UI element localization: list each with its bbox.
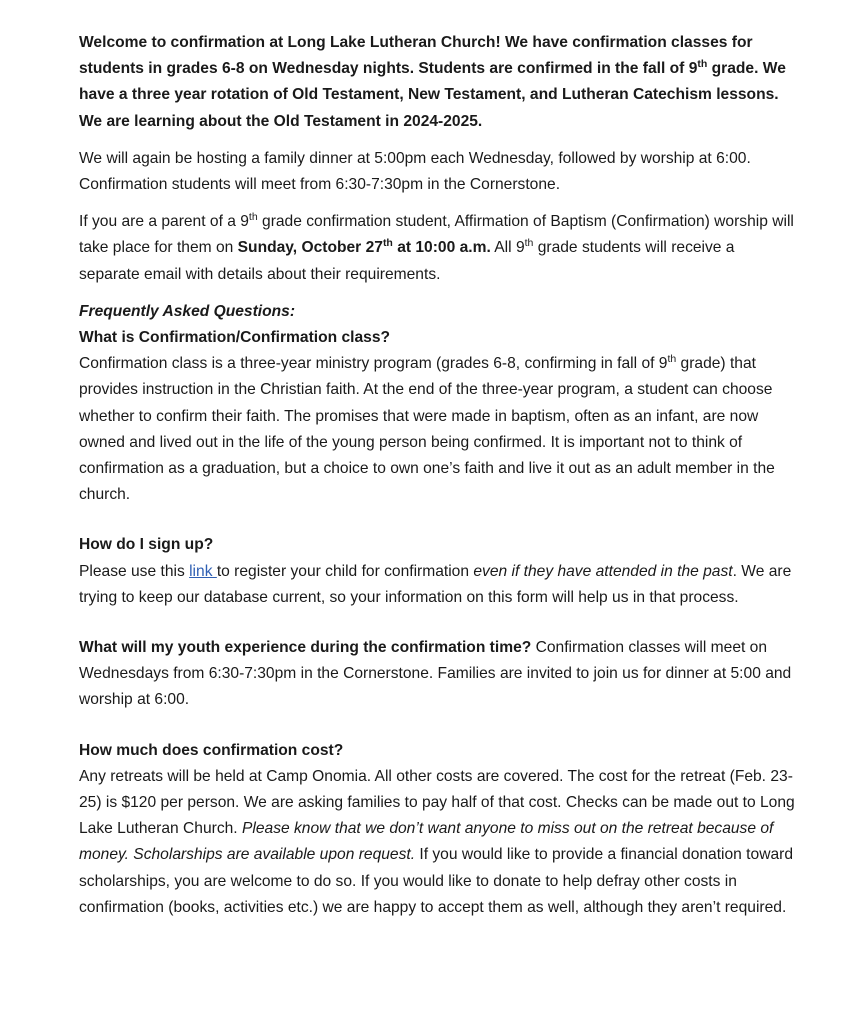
text-run: grade students will receive a separate email with details about their requirements. xyxy=(79,239,735,283)
service-time-text: at 10:00 a.m. xyxy=(392,239,491,257)
answer-cost xyxy=(79,764,799,921)
text-run: Any retreats will be held at Camp Onomia. All other costs are covered. The cost for the retreat (Feb. 23-25) is $120 per person. We are asking families to pay half of that cost. Checks can be made out to Long Lake Lutheran Church. xyxy=(79,767,795,838)
italic-text: Please know that we don’t want anyone to miss out on the retreat because of money. Scholarships are available upon request. xyxy=(79,820,774,864)
answer-youth-experience: Confirmation classes will meet on Wednesdays from 6:30-7:30pm in the Cornerstone. Families are invited to join us for dinner at 5:00 and worship at 6:00. xyxy=(79,639,792,709)
superscript: th xyxy=(524,237,534,250)
youth-experience-paragraph xyxy=(79,635,799,714)
intro-text-end: grade. We have a three year rotation of Old Testament, New Testament, and Lutheran Catechism lessons. We are learning about the Old Testament in 2024-2025. xyxy=(79,60,786,130)
document-page xyxy=(79,30,799,921)
dinner-paragraph: We will again be hosting a family dinner at 5:00pm each Wednesday, followed by worship at 6:00. Confirmation students will meet from 6:30-7:30pm in the Cornerstone. xyxy=(79,149,751,194)
service-date xyxy=(238,239,491,256)
superscript: th xyxy=(697,58,708,71)
question-sign-up: How do I sign up? xyxy=(79,536,214,554)
text-run: to register your child for confirmation xyxy=(216,562,474,580)
text-run: grade) that provides instruction in the Christian faith. At the end of the three-year program, a student can choose whether to confirm their faith. The promises that were made in baptism, often as an infant, are now owned and lived out in the life of the young person being confirmed. It is important not to think of confirmation as a graduation, but a choice to own one’s faith and live it out as an adult member in the church. xyxy=(79,355,775,504)
service-date-text: Sunday, October 27 xyxy=(237,239,383,257)
superscript: th xyxy=(382,237,393,250)
superscript: th xyxy=(248,211,258,224)
question-cost: How much does confirmation cost? xyxy=(79,741,344,759)
text-run: grade confirmation student, Affirmation of Baptism (Confirmation) worship will take place for them on xyxy=(79,213,794,257)
ninth-grade-paragraph xyxy=(79,209,799,288)
intro-paragraph xyxy=(79,30,799,135)
registration-link[interactable]: link xyxy=(189,562,217,580)
text-run: All 9 xyxy=(490,239,525,257)
question-what-is-confirmation: What is Confirmation/Confirmation class? xyxy=(79,329,391,347)
text-run: If you are a parent of a 9 xyxy=(79,213,249,231)
answer-what-is-confirmation xyxy=(79,351,799,508)
text-run: Please use this xyxy=(79,562,190,580)
faq-heading: Frequently Asked Questions: xyxy=(79,302,296,320)
text-run: Confirmation class is a three-year ministry program (grades 6-8, confirming in fall of 9 xyxy=(79,355,668,373)
question-youth-experience: What will my youth experience during the confirmation time? xyxy=(79,639,532,657)
text-run: If you would like to provide a financial donation toward scholarships, you are welcome to do so. If you would like to donate to help defray other costs in confirmation (books, activities etc.) we are happy to accept them as well, although they aren’t required. xyxy=(79,846,793,916)
text-run: . We are trying to keep our database current, so your information on this form will help us in that process. xyxy=(79,562,792,606)
answer-sign-up xyxy=(79,559,799,611)
intro-text: Welcome to confirmation at Long Lake Lutheran Church! We have confirmation classes for students in grades 6-8 on Wednesday nights. Students are confirmed in the fall of 9 xyxy=(79,34,753,78)
superscript: th xyxy=(667,353,677,366)
italic-text: even if they have attended in the past xyxy=(473,562,733,580)
